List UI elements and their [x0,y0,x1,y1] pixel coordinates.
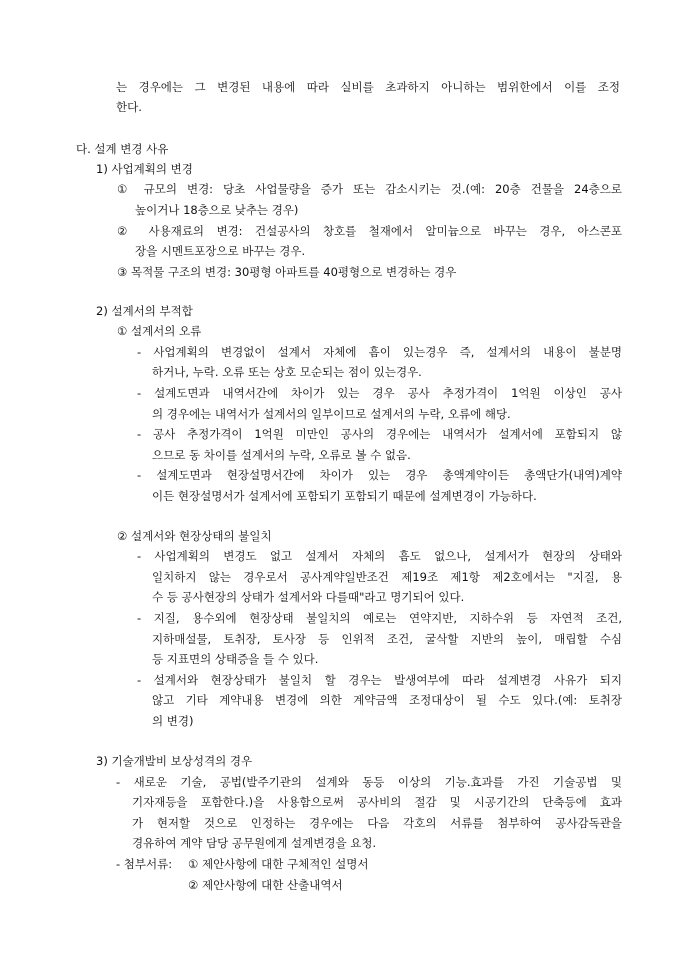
intro-line-1: 는 경우에는 그 변경된 내용에 따라 실비를 초과하지 아니하는 범위한에서 이를 조정 [116,80,620,94]
bullet-a2-line-1: - 설계도면과 내역서간에 차이가 있는 경우 공사 추정가격이 1억원 이상인 공사 [137,386,622,400]
sub-item-heading-b: ② 설계서와 현장상태의 불일치 [117,529,272,543]
bullet-a3-line-1: - 공사 추정가격이 1억원 미만인 공사의 경우에는 내역서가 설계서에 포함되지 않 [137,427,622,441]
bullet-b3-line-1: - 설계서와 현장상태가 불일치 할 경우는 발생여부에 따라 설계변경 사유가 되지 [137,673,622,687]
item-1-line-2: 높이거나 18층으로 낮추는 경우) [135,203,299,217]
bullet-c1-line-4: 경유하여 계약 담당 공무원에게 설계변경을 요청. [132,836,377,850]
bullet-a4-line-1: - 설계도면과 현장설명서간에 차이가 있는 경우 총액계약이든 총액단가(내역)계약 [137,468,622,482]
subsection-heading-2: 2) 설계서의 부적합 [96,304,193,318]
bullet-c1-line-1: - 새로운 기술, 공법(발주기관의 설계와 동등 이상의 기능.효과를 가진 기술공법 및 [116,775,622,789]
item-3-line-1: ③ 목적물 구조의 변경: 30평형 아파트를 40평형으로 변경하는 경우 [117,265,457,279]
attachment-item-2: ② 제안사항에 대한 산출내역서 [188,878,343,892]
bullet-a3-line-2: 으므로 동 차이를 설계서의 누락, 오류로 볼 수 없음. [152,448,411,462]
bullet-b2-line-1: - 지질, 용수외에 현장상태 불일치의 예로는 연약지반, 지하수위 등 자연적 조건, [137,611,623,625]
attachment-item-1: ① 제안사항에 대한 구체적인 설명서 [188,857,369,871]
bullet-b3-line-3: 의 변경) [152,714,194,728]
bullet-c1-line-2: 기자재등을 포함한다.)을 사용함으로써 공사비의 절감 및 시공기간의 단축등에 효과 [132,795,622,809]
bullet-b1-line-2: 일치하지 않는 경우로서 공사계약일반조건 제19조 제1항 제2호에서는 "지질, 용 [152,570,622,584]
attachment-label: - 첨부서류: [116,857,173,871]
item-2-line-2: 장을 시멘트포장으로 바꾸는 경우. [135,244,306,258]
subsection-heading-1: 1) 사업계획의 변경 [96,162,193,176]
item-2-line-1: ② 사용재료의 변경: 건설공사의 창호를 철재에서 알미늄으로 바꾸는 경우, 아스콘포 [117,224,622,238]
bullet-b3-line-2: 않고 기타 계약내용 변경에 의한 계약금액 조정대상이 될 수도 있다.(예: 토취장 [152,693,622,707]
bullet-a1-line-2: 하거나, 누락. 오류 또는 상호 모순되는 점이 있는경우. [152,365,422,379]
sub-item-heading-a: ① 설계서의 오류 [117,324,202,338]
bullet-c1-line-3: 가 현저할 것으로 인정하는 경우에는 다음 각호의 서류를 첨부하여 공사감독관을 [132,816,622,830]
item-1-line-1: ① 규모의 변경: 당초 사업물량을 증가 또는 감소시키는 것.(예: 20층 건물을 24층으로 [117,182,622,196]
bullet-a1-line-1: - 사업계획의 변경없이 설계서 자체에 흠이 있는경우 즉, 설계서의 내용이 불분명 [137,345,622,359]
bullet-b1-line-3: 수 등 공사현장의 상태가 설계서와 다를때"라고 명기되어 있다. [152,590,465,604]
bullet-b2-line-2: 지하매설물, 토취장, 토사장 등 인위적 조건, 굴삭할 지반의 높이, 매립할 수심 [152,632,622,646]
bullet-b1-line-1: - 사업계획의 변경도 없고 설계서 자체의 흠도 없으나, 설계서가 현장의 상태와 [137,549,622,563]
bullet-a2-line-2: 의 경우에는 내역서가 설계서의 일부이므로 설계서의 누락, 오류에 해당. [152,407,511,421]
subsection-heading-3: 3) 기술개발비 보상성격의 경우 [96,754,253,768]
bullet-a4-line-2: 이든 현장설명서가 설계서에 포함되기 포함되기 때문에 설계변경이 가능하다. [152,489,537,503]
section-heading-da: 다. 설계 변경 사유 [76,142,169,156]
bullet-b2-line-3: 등 지표면의 상태증을 들 수 있다. [152,652,319,666]
intro-line-2: 한다. [116,100,142,114]
